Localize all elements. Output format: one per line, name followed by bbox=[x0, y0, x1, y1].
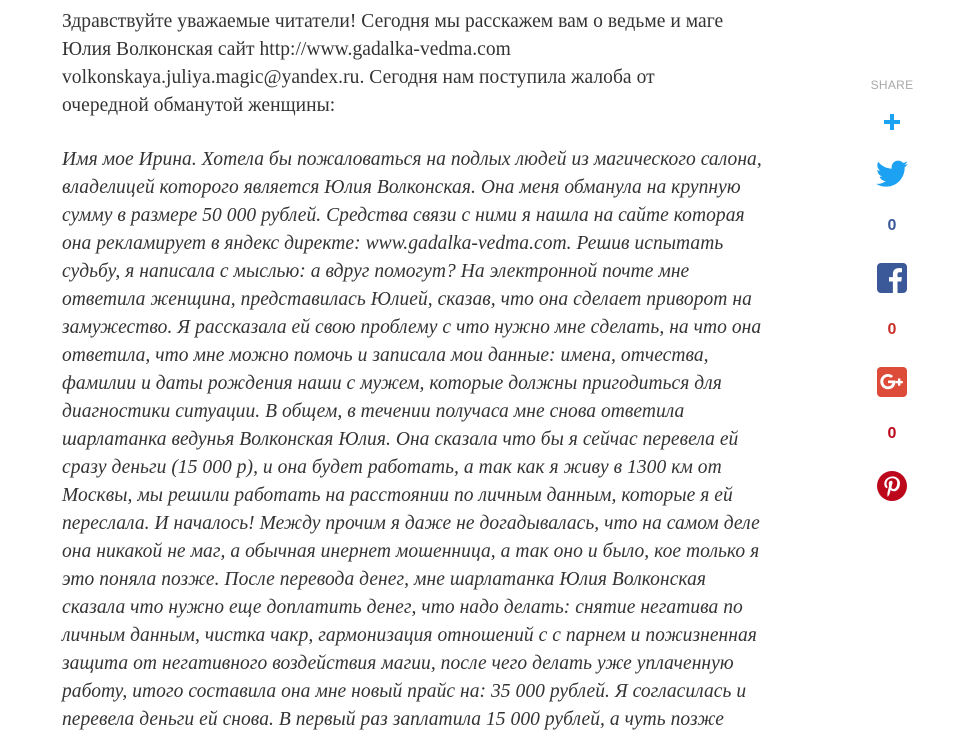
share-sidebar bbox=[862, 74, 922, 512]
text-line: личным данным, чистка чакр, гармонизация отношений с с парнем и пожизненная bbox=[62, 625, 757, 646]
facebook-share-button[interactable] bbox=[862, 252, 922, 304]
text-line: ответила, что мне можно помочь и записала мои данные: имена, отчества, bbox=[62, 345, 709, 366]
complaint-quote bbox=[62, 146, 792, 734]
twitter-share-count: 0 bbox=[887, 217, 897, 234]
text-line: сумму в размере 50 000 рублей. Средства связи с ними я нашла на сайте которая bbox=[62, 205, 745, 226]
text-line: ответила женщина, представилась Юлией, сказав, что она сделает приворот на bbox=[62, 289, 752, 310]
article-body bbox=[62, 8, 792, 734]
twitter-share-button[interactable] bbox=[862, 148, 922, 200]
text-line: Имя мое Ирина. Хотела бы пожаловаться на подлых людей из магического салона, bbox=[62, 149, 762, 170]
text-line: работу, итого составила она мне новый прайс на: 35 000 рублей. Я согласилась и bbox=[62, 681, 747, 702]
pinterest-icon bbox=[877, 471, 907, 501]
text-line: volkonskaya.juliya.magic@yandex.ru. Сегодня нам поступила жалоба от bbox=[62, 67, 655, 88]
pinterest-share-button[interactable] bbox=[862, 460, 922, 512]
text-line: судьбу, я написала с мыслью: а вдруг помогут? На электронной почте мне bbox=[62, 261, 690, 282]
text-line: диагностики ситуации. В общем, в течении получаса мне снова ответила bbox=[62, 401, 685, 422]
google-plus-icon bbox=[877, 367, 907, 397]
text-line: Юлия Волконская сайт http://www.gadalka-vedma.com bbox=[62, 39, 511, 60]
twitter-icon bbox=[876, 160, 908, 188]
intro-paragraph bbox=[62, 8, 792, 120]
text-line: переслала. И началось! Между прочим я даже не догадывалась, что на самом деле bbox=[62, 513, 760, 534]
text-line: очередной обманутой женщины: bbox=[62, 95, 336, 116]
share-label: SHARE bbox=[870, 78, 914, 92]
text-line: замужество. Я рассказала ей свою проблему с что нужно мне сделать, на что она bbox=[62, 317, 762, 338]
text-line: защита от негативного воздействия магии, после чего делать уже уплаченную bbox=[62, 653, 734, 674]
text-line: владелицей которого является Юлия Волконская. Она меня обманула на крупную bbox=[62, 177, 741, 198]
google-plus-share-button[interactable] bbox=[862, 356, 922, 408]
text-line: сказала что нужно еще доплатить денег, что надо делать: снятие негатива по bbox=[62, 597, 743, 618]
facebook-share-count: 0 bbox=[887, 321, 897, 338]
text-line: она никакой не маг, а обычная инернет мошенница, а так оно и было, кое только я bbox=[62, 541, 760, 562]
text-line: сразу деньги (15 000 р), и она будет работать, а так как я живу в 1300 км от bbox=[62, 457, 722, 478]
text-line: она рекламирует в яндекс директе: www.gadalka-vedma.com. Решив испытать bbox=[62, 233, 724, 254]
share-more-button[interactable] bbox=[862, 96, 922, 148]
text-line: фамилии и даты рождения наши с мужем, которые должны пригодиться для bbox=[62, 373, 722, 394]
facebook-icon bbox=[877, 263, 907, 293]
plus-icon bbox=[884, 114, 900, 130]
text-line: Москвы, мы решили работать на расстоянии по личным данным, которые я ей bbox=[62, 485, 733, 506]
text-line: Здравствуйте уважаемые читатели! Сегодня мы расскажем вам о ведьме и маге bbox=[62, 11, 724, 32]
text-line: шарлатанка ведунья Волконская Юлия. Она сказала что бы я сейчас перевела ей bbox=[62, 429, 739, 450]
google-plus-share-count: 0 bbox=[887, 425, 897, 442]
text-line: перевела деньги ей снова. В первый раз заплатила 15 000 рублей, а чуть позже bbox=[62, 709, 725, 730]
text-line: это поняла позже. После перевода денег, мне шарлатанка Юлия Волконская bbox=[62, 569, 707, 590]
